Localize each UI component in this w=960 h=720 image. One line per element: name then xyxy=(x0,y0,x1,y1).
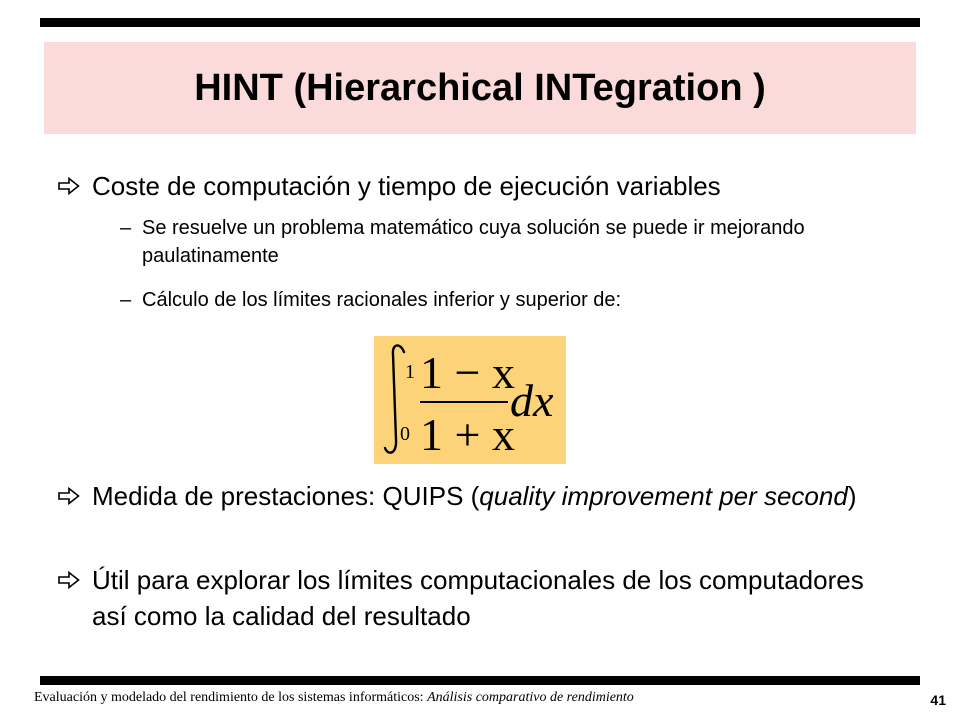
integral-formula xyxy=(374,336,566,464)
bullet-2-prefix: Medida de prestaciones: QUIPS ( xyxy=(92,481,480,511)
bullet-2 xyxy=(58,478,878,514)
bullet-2-italic: quality improvement per second xyxy=(479,481,848,511)
lower-limit: 0 xyxy=(400,423,410,445)
bullet-3-text: Útil para explorar los límites computacionales de los computadores así como la calidad del resultado xyxy=(92,565,864,631)
integral-formula-graphic xyxy=(374,336,566,464)
upper-limit: 1 xyxy=(405,361,415,383)
numerator: 1 − x xyxy=(420,347,515,398)
subitem-1 xyxy=(120,214,900,270)
slide-title: HINT (Hierarchical INTegration ) xyxy=(194,66,766,109)
footer xyxy=(34,690,634,706)
differential: dx xyxy=(510,375,554,426)
dash-marker: – xyxy=(120,289,132,311)
page-number: 41 xyxy=(930,692,946,708)
subitem-2 xyxy=(120,286,900,314)
denominator: 1 + x xyxy=(420,409,515,460)
hollow-arrow-icon xyxy=(58,562,92,598)
dash-marker: – xyxy=(120,217,132,239)
top-rule xyxy=(40,18,920,27)
subitem-2-text: Cálculo de los límites racionales inferior y superior de: xyxy=(142,289,622,311)
hollow-arrow-icon xyxy=(58,168,92,204)
bullet-2-text xyxy=(92,478,857,514)
hollow-arrow-icon xyxy=(58,478,92,514)
bullet-1 xyxy=(58,168,858,204)
bullet-2-suffix: ) xyxy=(847,481,857,511)
title-banner xyxy=(44,42,916,134)
bullet-3 xyxy=(58,562,868,634)
bottom-rule xyxy=(40,676,920,685)
footer-main: Evaluación y modelado del rendimiento de los sistemas informáticos: xyxy=(34,690,428,705)
bullet-1-text: Coste de computación y tiempo de ejecución variables xyxy=(92,171,721,201)
footer-subtitle: Análisis comparativo de rendimiento xyxy=(427,690,634,705)
subitem-1-text: Se resuelve un problema matemático cuya solución se puede ir mejorando paulatinamente xyxy=(142,217,805,267)
